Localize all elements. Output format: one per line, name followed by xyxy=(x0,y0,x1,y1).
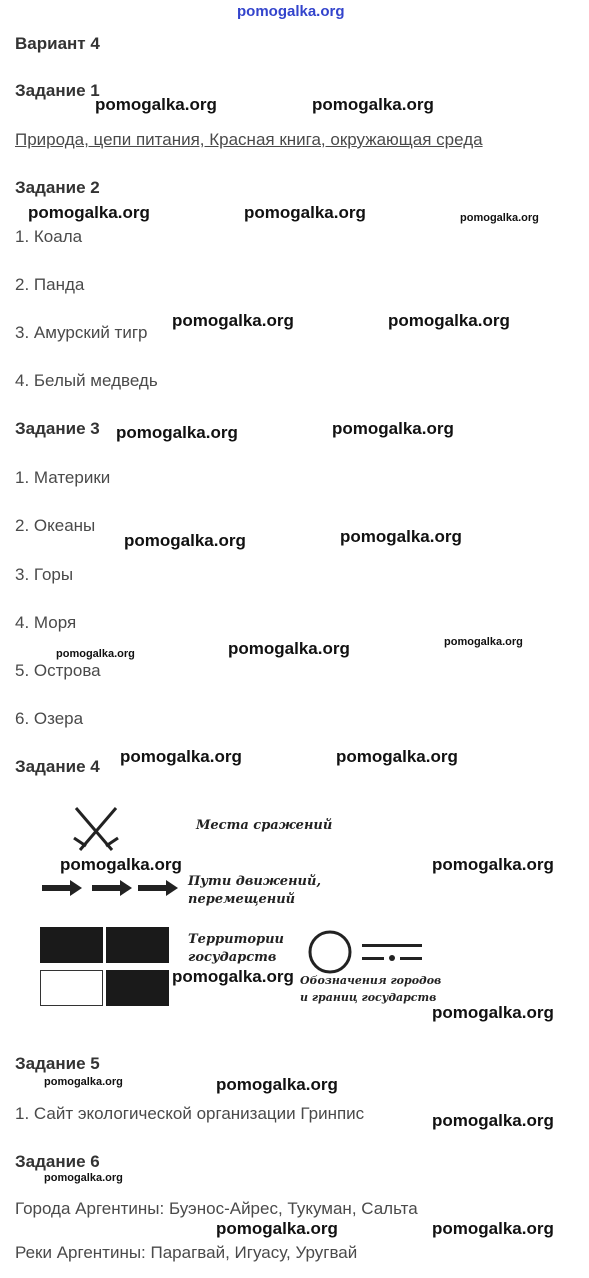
watermark: pomogalka.org xyxy=(216,1219,338,1238)
watermark: pomogalka.org xyxy=(116,423,238,442)
list-item: 3. Амурский тигр xyxy=(15,323,148,342)
list-item: 2. Океаны xyxy=(15,516,96,535)
watermark: pomogalka.org xyxy=(432,1111,554,1130)
watermark: pomogalka.org xyxy=(44,1172,123,1184)
watermark: pomogalka.org xyxy=(336,747,458,766)
list-item: 6. Озера xyxy=(15,709,84,728)
list-item: 5. Острова xyxy=(15,661,101,680)
watermark: pomogalka.org xyxy=(432,855,554,874)
legend-cities-2: и границ государств xyxy=(300,991,437,1004)
list-item: 1. Материки xyxy=(15,468,111,487)
list-item: 1. Коала xyxy=(15,227,83,246)
arrow-right-icon xyxy=(42,878,178,898)
watermark: pomogalka.org xyxy=(216,1075,338,1094)
watermark: pomogalka.org xyxy=(172,311,294,330)
task5-heading: Задание 5 xyxy=(15,1054,100,1073)
top-watermark: pomogalka.org xyxy=(237,3,345,20)
territory-square xyxy=(106,970,169,1006)
legend-battles: Места сражений xyxy=(196,818,333,833)
legend-territories-1: Территории xyxy=(188,932,284,947)
watermark: pomogalka.org xyxy=(44,1076,123,1088)
watermark: pomogalka.org xyxy=(120,747,242,766)
list-item: 3. Горы xyxy=(15,565,74,584)
territory-square xyxy=(40,927,103,963)
list-item: 4. Моря xyxy=(15,613,77,632)
list-item: 2. Панда xyxy=(15,275,85,294)
watermark: pomogalka.org xyxy=(432,1003,554,1022)
legend-cities-1: Обозначения городов xyxy=(300,974,442,987)
watermark: pomogalka.org xyxy=(332,419,454,438)
territory-square xyxy=(106,927,169,963)
watermark: pomogalka.org xyxy=(56,648,135,660)
list-item: 4. Белый медведь xyxy=(15,371,158,390)
watermark: pomogalka.org xyxy=(95,95,217,114)
watermark: pomogalka.org xyxy=(432,1219,554,1238)
watermark: pomogalka.org xyxy=(228,639,350,658)
task6-heading: Задание 6 xyxy=(15,1152,100,1171)
task5-answer: 1. Сайт экологической организации Гринпис xyxy=(15,1104,365,1123)
task6-rivers: Реки Аргентины: Парагвай, Игуасу, Уругвай xyxy=(15,1243,358,1262)
watermark: pomogalka.org xyxy=(28,203,150,222)
task4-heading: Задание 4 xyxy=(15,757,100,776)
crossed-swords-icon xyxy=(68,802,124,858)
watermark: pomogalka.org xyxy=(244,203,366,222)
variant-title: Вариант 4 xyxy=(15,34,100,53)
territory-square xyxy=(40,970,103,1006)
task6-cities: Города Аргентины: Буэнос-Айрес, Тукуман, Сальта xyxy=(15,1199,418,1218)
task1-answer: Природа, цепи питания, Красная книга, окружающая среда xyxy=(15,130,483,149)
task3-heading: Задание 3 xyxy=(15,419,100,438)
watermark: pomogalka.org xyxy=(60,855,182,874)
watermark: pomogalka.org xyxy=(444,636,523,648)
legend-territories-2: государств xyxy=(188,950,277,965)
task1-heading: Задание 1 xyxy=(15,81,100,100)
watermark: pomogalka.org xyxy=(172,967,294,986)
legend-movements-2: перемещений xyxy=(188,892,296,907)
legend-movements-1: Пути движений, xyxy=(188,874,321,889)
watermark: pomogalka.org xyxy=(124,531,246,550)
watermark: pomogalka.org xyxy=(388,311,510,330)
watermark: pomogalka.org xyxy=(340,527,462,546)
watermark: pomogalka.org xyxy=(312,95,434,114)
border-line-icon xyxy=(362,940,424,966)
city-circle-icon xyxy=(306,928,354,976)
task2-heading: Задание 2 xyxy=(15,178,100,197)
watermark: pomogalka.org xyxy=(460,212,539,224)
